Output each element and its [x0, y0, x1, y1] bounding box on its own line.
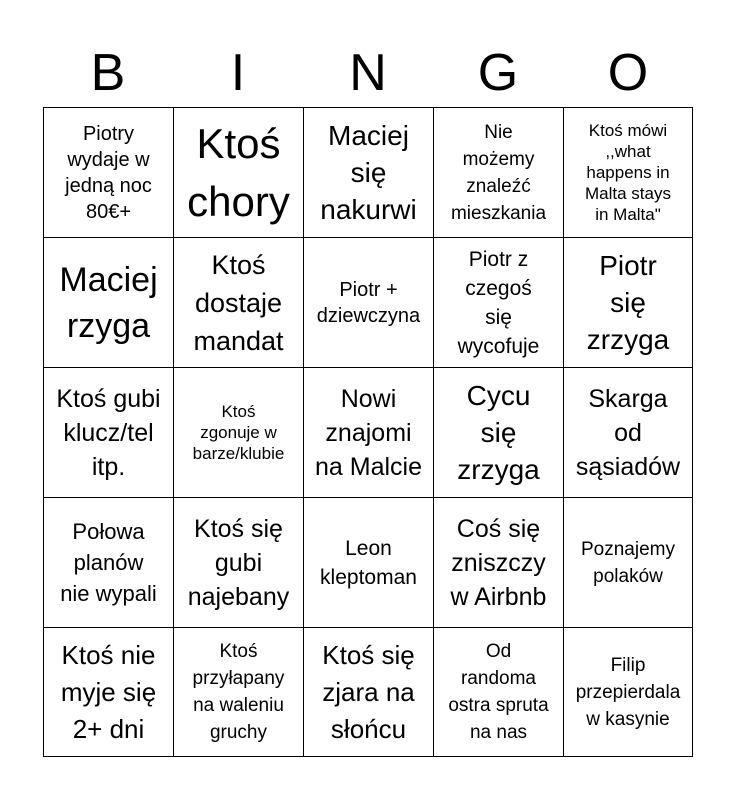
cell-text: Maciej się nakurwi [320, 120, 417, 225]
cell-text: Piotr się zrzyga [586, 250, 670, 355]
cell-text: Coś się zniszczy w Airbnb [450, 514, 547, 611]
bingo-cell[interactable] [303, 237, 433, 367]
bingo-cell[interactable] [173, 497, 303, 627]
cell-text: Ktoś mówi ,,what happens in Malta stays in Malta" [585, 121, 671, 224]
header-letter-o: O [607, 44, 649, 102]
bingo-cell[interactable] [43, 237, 173, 367]
bingo-cell[interactable] [43, 627, 173, 757]
bingo-cell[interactable] [173, 107, 303, 237]
header-letter-i: I [230, 44, 246, 102]
cell-text: Ktoś przyłapany na waleniu gruchy [192, 641, 285, 743]
bingo-cell[interactable] [563, 107, 693, 237]
bingo-cell[interactable] [433, 627, 563, 757]
cell-text: Ktoś chory [187, 119, 290, 225]
cell-text: Piotr z czegoś się wycofuje [457, 247, 540, 358]
cell-text: Skarga od sąsiadów [575, 384, 681, 481]
bingo-cell[interactable] [173, 237, 303, 367]
bingo-cell[interactable] [303, 497, 433, 627]
bingo-cell[interactable] [563, 627, 693, 757]
cell-text: Maciej rzyga [59, 260, 158, 345]
bingo-cell[interactable] [173, 627, 303, 757]
header-letter-g: G [477, 44, 519, 102]
cell-text: Od randoma ostra spruta na nas [448, 641, 549, 743]
header-letter-n: N [349, 44, 387, 102]
bingo-cell[interactable] [433, 367, 563, 497]
bingo-header [43, 38, 693, 108]
header-letter-b: B [90, 44, 126, 102]
cell-text: Ktoś się zjara na słońcu [322, 639, 415, 744]
bingo-cell[interactable] [303, 627, 433, 757]
cell-text: Cycu się zrzyga [457, 380, 540, 485]
bingo-cell[interactable] [43, 107, 173, 237]
bingo-cell[interactable] [563, 497, 693, 627]
cell-text: Ktoś gubi klucz/tel itp. [56, 384, 161, 481]
bingo-cell[interactable] [303, 367, 433, 497]
cell-text: Nowi znajomi na Malcie [315, 384, 422, 481]
cell-text: Leon kleptoman [320, 536, 417, 589]
bingo-cell[interactable] [563, 237, 693, 367]
cell-text: Ktoś się gubi najebany [187, 514, 290, 611]
bingo-cell[interactable] [433, 497, 563, 627]
cell-text: Nie możemy znaleźć mieszkania [450, 121, 547, 224]
bingo-cell[interactable] [433, 237, 563, 367]
cell-text: Piotr + dziewczyna [316, 278, 421, 327]
cell-text: Poznajemy polaków [581, 538, 675, 587]
bingo-cell[interactable] [303, 107, 433, 237]
bingo-cell[interactable] [563, 367, 693, 497]
cell-text: Piotry wydaje w jedną noc 80€+ [65, 122, 152, 223]
cell-text: Filip przepierdala w kasynie [575, 654, 681, 730]
cell-text: Ktoś zgonuje w barze/klubie [192, 402, 285, 463]
bingo-cell[interactable] [433, 107, 563, 237]
cell-text: Ktoś dostaje mandat [193, 249, 284, 356]
bingo-cell[interactable] [173, 367, 303, 497]
cell-text: Ktoś nie myje się 2+ dni [60, 639, 157, 744]
bingo-cell[interactable] [43, 367, 173, 497]
bingo-board [43, 107, 693, 757]
cell-text: Połowa planów nie wypali [60, 519, 157, 606]
bingo-cell[interactable] [43, 497, 173, 627]
